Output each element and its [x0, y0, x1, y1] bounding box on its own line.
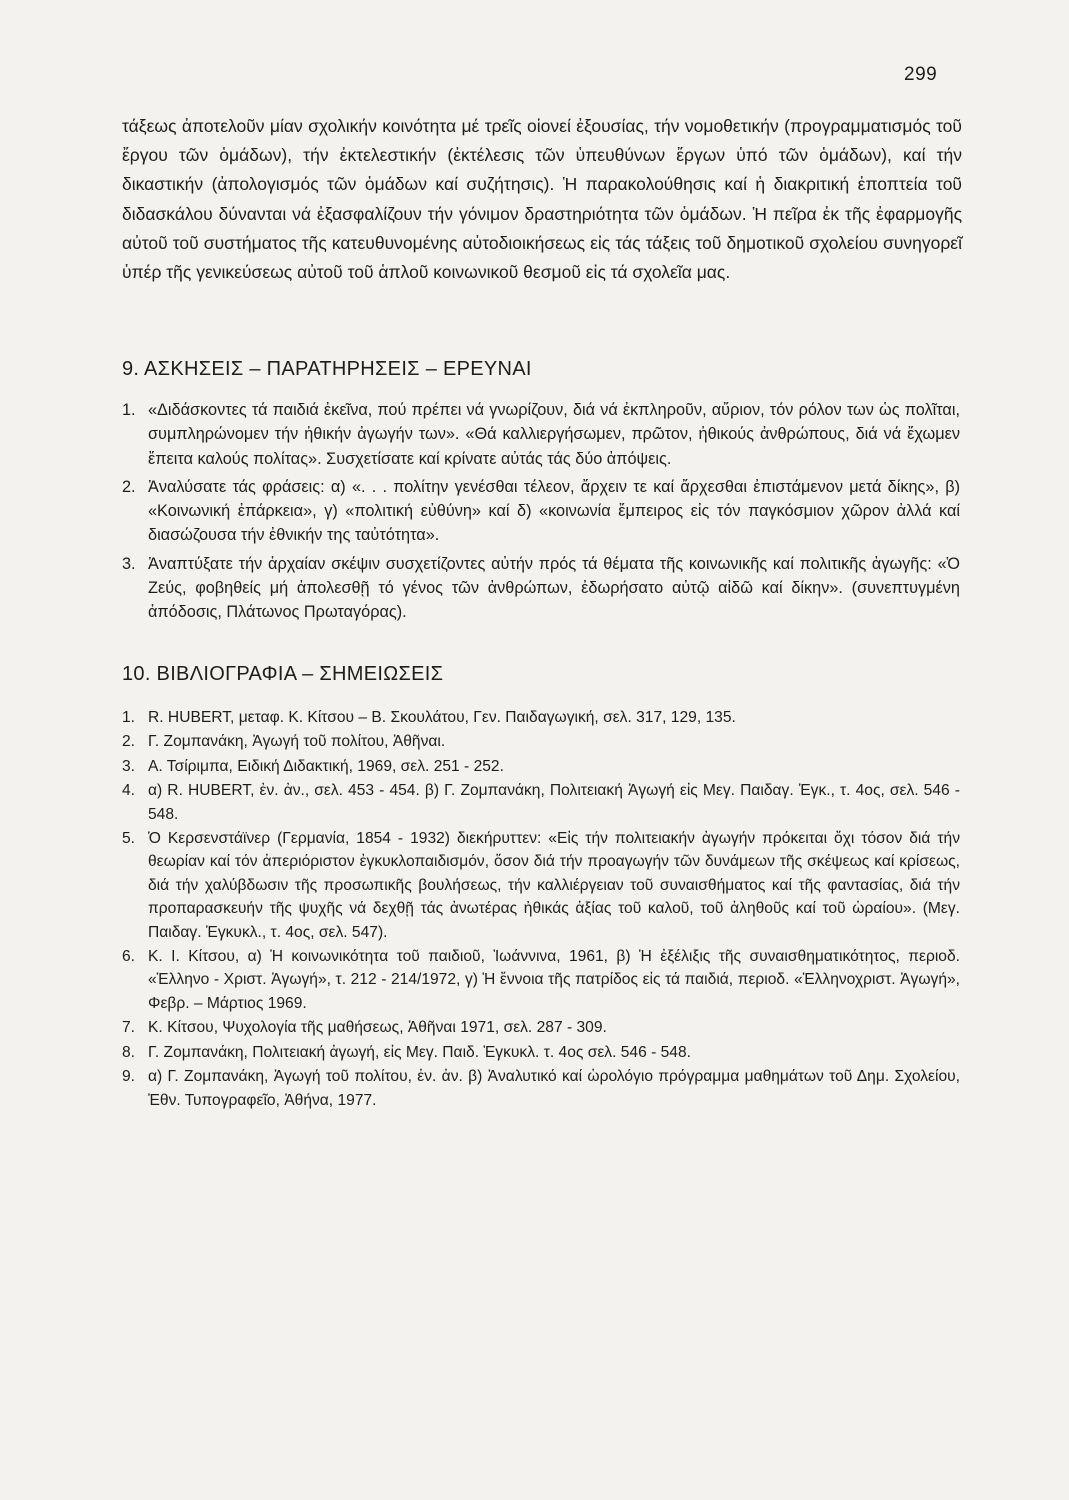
item-number: 1. — [122, 401, 136, 419]
item-text: Κ. Ι. Κίτσου, α) Ἡ κοινωνικότητα τοῦ παιδιοῦ, Ἰωάννινα, 1961, β) Ἡ ἐξέλιξις τῆς συναισθηματικότητος, περιοδ. «Ἑλληνο - Χριστ. Ἀγωγή», τ. 212 - 214/1972, γ) Ἡ ἔννοια τῆς πατρίδος εἰς τά παιδιά, περιοδ. «Ἑλληνοχριστ. Ἀγωγή», Φεβρ. – Μάρτιος 1969. — [148, 948, 960, 1012]
bibliography-item — [122, 1041, 960, 1064]
item-text: Γ. Ζομπανάκη, Ἀγωγή τοῦ πολίτου, Ἀθῆναι. — [148, 733, 446, 751]
page-number: 299 — [904, 64, 938, 85]
bibliography-item — [122, 945, 960, 1015]
bibliography-item — [122, 1065, 960, 1112]
item-number: 9. — [122, 1068, 136, 1086]
item-text: R. HUBERT, μεταφ. Κ. Κίτσου – Β. Σκουλάτου, Γεν. Παιδαγωγική, σελ. 317, 129, 135. — [148, 709, 736, 726]
bibliography-item — [122, 779, 960, 826]
item-text: α) R. HUBERT, ἐν. ἀν., σελ. 453 - 454. β) Γ. Ζομπανάκη, Πολιτειακή Ἀγωγή εἰς Μεγ. Παιδαγ. Ἐγκ., τ. 4ος, σελ. 546 - 548. — [148, 782, 960, 823]
item-number: 2. — [122, 733, 136, 751]
item-text: Κ. Κίτσου, Ψυχολογία τῆς μαθήσεως, Ἀθῆναι 1971, σελ. 287 - 309. — [148, 1019, 607, 1037]
item-number: 3. — [122, 757, 136, 775]
section-10-heading: 10. ΒΙΒΛΙΟΓΡΑΦΙΑ – ΣΗΜΕΙΩΣΕΙΣ — [122, 663, 444, 685]
bibliography-item — [122, 706, 960, 729]
item-text: «Διδάσκοντες τά παιδιά ἐκεῖνα, πού πρέπει νά γνωρίζουν, διά νά ἐκπληροῦν, αὔριον, τόν ρόλον των ὡς πολῖται, συμπληρώνομεν τήν ἠθικήν ἀγωγήν των». «Θά καλλιεργήσωμεν, πρῶτον, ἠθικούς ἀνθρώπους, διά νά ἔχωμεν ἔπειτα καλούς πολίτας». Συσχετίσατε καί κρίνατε αὐτάς τάς δύο ἀπόψεις. — [148, 401, 960, 468]
item-number: 8. — [122, 1043, 136, 1061]
item-number: 4. — [122, 782, 136, 800]
item-text: Ἀναπτύξατε τήν ἀρχαίαν σκέψιν συσχετίζοντες αὐτήν πρός τά θέματα τῆς κοινωνικῆς καί πολιτικῆς ἀγωγῆς: «Ὁ Ζεύς, φοβηθείς μή ἀπολεσθῇ τό γένος τῶν ἀνθρώπων, ἐδωρήσατο αὐτῷ αἰδῶ καί δίκην». (συνεπτυγμένη ἀπόδοσις, Πλάτωνος Πρωταγόρας). — [148, 554, 960, 622]
item-text: Γ. Ζομπανάκη, Πολιτειακή ἀγωγή, εἰς Μεγ. Παιδ. Ἐγκυκλ. τ. 4ος σελ. 546 - 548. — [148, 1043, 691, 1061]
bibliography-list — [122, 706, 960, 1113]
item-number: 1. — [122, 709, 136, 726]
item-text: Ὁ Κερσενστάϊνερ (Γερμανία, 1854 - 1932) διεκήρυττεν: «Εἰς τήν πολιτειακήν ἀγωγήν πρόκειται ὄχι τόσον διά τήν θεωρίαν καί τόν ἀπεριόριστον ἐγκυκλοπαιδισμόν, ὅσον διά τήν προαγωγήν τῶν δυνάμεων τῆς σκέψεως καί κρίσεως, διά τήν χαλύβδωσιν τῆς προσωπικῆς βουλήσεως, τήν καλλιέργειαν τοῦ συναισθήματος καί τῆς φαντασίας, διά τήν προπαρασκευήν τῆς ψυχῆς νά δεχθῇ τάς ἀνωτέρας ἠθικάς ἀξίας τοῦ καλοῦ, τοῦ ἀληθοῦς καί τοῦ ὡραίου». (Μεγ. Παιδαγ. Ἐγκυκλ., τ. 4ος, σελ. 547). — [148, 830, 960, 941]
item-text: Ἀναλύσατε τάς φράσεις: α) «. . . πολίτην γενέσθαι τέλεον, ἄρχειν τε καί ἄρχεσθαι ἐπιστάμενον μετά δίκης», β) «Κοινωνική ἐπάρκεια», γ) «πολιτική εὐθύνη» καί δ) «κοινωνία ἔμπειρος εἰς τόν παγκόσμιον χῶρον ἀλλά καί διασώζουσα τήν ἐθνικήν της ταὐτότητα». — [148, 477, 960, 545]
item-number: 7. — [122, 1019, 136, 1037]
section-9-heading: 9. ΑΣΚΗΣΕΙΣ – ΠΑΡΑΤΗΡΗΣΕΙΣ – ΕΡΕΥΝΑΙ — [122, 358, 532, 380]
exercise-item — [122, 398, 960, 471]
exercise-item — [122, 552, 960, 625]
item-number: 3. — [122, 554, 136, 573]
exercises-list — [122, 398, 960, 629]
exercise-item — [122, 475, 960, 548]
bibliography-item — [122, 827, 960, 944]
intro-paragraph: τάξεως ἀποτελοῦν μίαν σχολικήν κοινότητα μέ τρεῖς οἱονεί ἐξουσίας, τήν νομοθετικήν (προγραμματισμός τοῦ ἔργου τῶν ὁμάδων), τήν ἐκτελεστικήν (ἐκτέλεσις τῶν ὑπευθύνων ἔργων ὑπό τῶν ὁμάδων), καί τήν δικαστικήν (ἀπολογισμός τῶν ὁμάδων καί συζήτησις). Ἡ παρακολούθησις καί ἡ διακριτική ἐποπτεία τοῦ διδασκάλου δύνανται νά ἐξασφαλίζουν τήν γόνιμον δραστηριότητα τῶν ὁμάδων. Ἡ πεῖρα ἐκ τῆς ἐφαρμογῆς αὐτοῦ τοῦ συστήματος τῆς κατευθυνομένης αὐτοδιοικήσεως εἰς τάς τάξεις τοῦ δημοτικοῦ σχολείου συνηγορεῖ ὑπέρ τῆς γενικεύσεως αὐτοῦ τοῦ ἁπλοῦ κοινωνικοῦ θεσμοῦ εἰς τά σχολεῖα μας. — [122, 116, 962, 283]
item-text: α) Γ. Ζομπανάκη, Ἀγωγή τοῦ πολίτου, ἐν. ἀν. β) Ἀναλυτικό καί ὡρολόγιο πρόγραμμα μαθημάτων τοῦ Δημ. Σχολείου, Ἐθν. Τυπογραφεῖο, Ἀθήνα, 1977. — [148, 1068, 960, 1109]
bibliography-item — [122, 1016, 960, 1039]
bibliography-item — [122, 730, 960, 753]
item-number: 2. — [122, 477, 136, 496]
bibliography-item — [122, 755, 960, 778]
item-number: 6. — [122, 948, 136, 966]
item-text: Α. Τσίριμπα, Ειδική Διδακτική, 1969, σελ. 251 - 252. — [148, 757, 504, 775]
item-number: 5. — [122, 830, 136, 848]
